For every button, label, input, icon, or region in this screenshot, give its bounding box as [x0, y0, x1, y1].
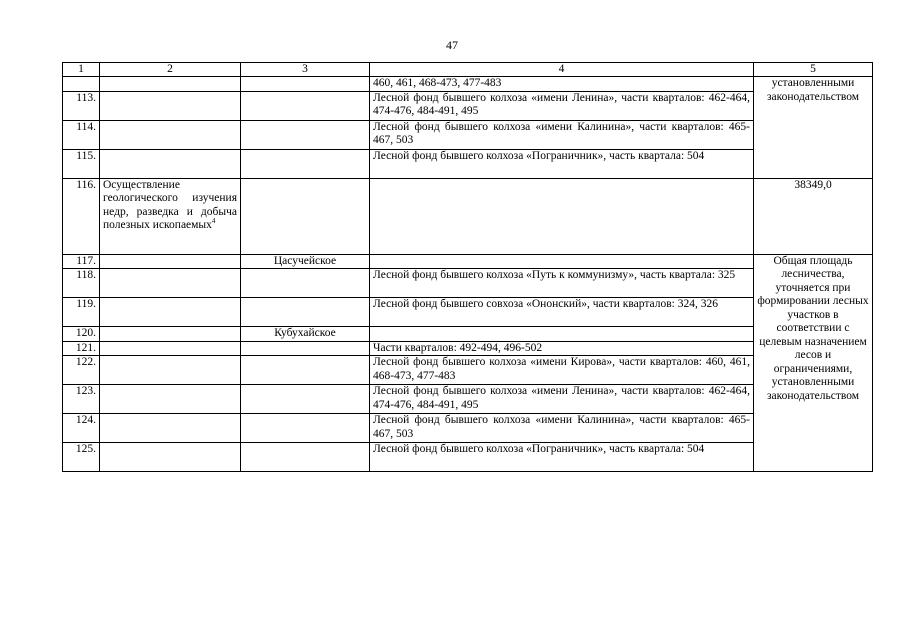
locality-cell — [241, 120, 370, 149]
locality-cell — [241, 149, 370, 178]
row-number: 118. — [63, 269, 100, 298]
quarters-cell: Лесной фонд бывшего колхоза «имени Калинина», части кварталов: 465-467, 503 — [370, 414, 754, 443]
purpose-cell — [100, 120, 241, 149]
quarters-cell: Лесной фонд бывшего колхоза «имени Ленина», части кварталов: 462-464, 474-476, 484-491, 495 — [370, 385, 754, 414]
table-row — [63, 443, 873, 472]
purpose-cell — [100, 443, 241, 472]
purpose-cell — [100, 149, 241, 178]
table-row — [63, 77, 873, 92]
purpose-text: Осуществление геологического изучения недр, разведка и добыча полезных ископаемых — [103, 178, 237, 231]
row-number: 123. — [63, 385, 100, 414]
purpose-cell — [100, 298, 241, 327]
purpose-cell — [100, 77, 241, 92]
header-cell-5: 5 — [754, 63, 873, 77]
note-cell-bottom: Общая площадь лесничества, уточняется при формировании лесных участков в соответствии с целевым назначением лесов и ограничениями, установленными законодательством — [754, 254, 873, 472]
locality-cell: Кубухайское — [241, 327, 370, 342]
purpose-cell — [100, 269, 241, 298]
table-row — [63, 91, 873, 120]
quarters-cell — [370, 254, 754, 269]
row-number: 125. — [63, 443, 100, 472]
row-number: 120. — [63, 327, 100, 342]
locality-cell — [241, 341, 370, 356]
area-cell: 38349,0 — [754, 178, 873, 254]
row-number: 121. — [63, 341, 100, 356]
locality-cell — [241, 269, 370, 298]
row-number: 114. — [63, 120, 100, 149]
table-row — [63, 341, 873, 356]
table-row — [63, 120, 873, 149]
header-cell-1: 1 — [63, 63, 100, 77]
row-number: 113. — [63, 91, 100, 120]
purpose-cell — [100, 414, 241, 443]
purpose-cell — [100, 341, 241, 356]
header-cell-3: 3 — [241, 63, 370, 77]
table-row — [63, 385, 873, 414]
quarters-cell: Лесной фонд бывшего колхоза «Пограничник», часть квартала: 504 — [370, 443, 754, 472]
purpose-cell — [100, 91, 241, 120]
quarters-cell: 460, 461, 468-473, 477-483 — [370, 77, 754, 92]
row-number — [63, 77, 100, 92]
quarters-cell: Лесной фонд бывшего колхоза «Пограничник», часть квартала: 504 — [370, 149, 754, 178]
quarters-cell: Лесной фонд бывшего колхоза «имени Кирова», части кварталов: 460, 461, 468-473, 477-483 — [370, 356, 754, 385]
table-row — [63, 327, 873, 342]
locality-cell: Цасучейское — [241, 254, 370, 269]
page-number: 47 — [446, 38, 458, 52]
locality-cell — [241, 298, 370, 327]
locality-cell — [241, 178, 370, 254]
table-row — [63, 414, 873, 443]
quarters-cell: Лесной фонд бывшего совхоза «Ононский», части кварталов: 324, 326 — [370, 298, 754, 327]
table-row — [63, 356, 873, 385]
locality-cell — [241, 414, 370, 443]
table-row — [63, 149, 873, 178]
locality-cell — [241, 443, 370, 472]
table-header-row — [63, 63, 873, 77]
purpose-cell — [100, 254, 241, 269]
header-cell-2: 2 — [100, 63, 241, 77]
footnote-marker: 4 — [211, 217, 216, 226]
row-number: 122. — [63, 356, 100, 385]
note-cell-top: установленными законодательством — [754, 77, 873, 179]
locality-cell — [241, 77, 370, 92]
row-number: 124. — [63, 414, 100, 443]
row-number: 117. — [63, 254, 100, 269]
table-row — [63, 269, 873, 298]
table-row — [63, 298, 873, 327]
row-number: 116. — [63, 178, 100, 254]
table-row — [63, 254, 873, 269]
locality-cell — [241, 356, 370, 385]
quarters-cell: Лесной фонд бывшего колхоза «имени Ленина», части кварталов: 462-464, 474-476, 484-491, 495 — [370, 91, 754, 120]
purpose-cell — [100, 385, 241, 414]
purpose-cell — [100, 356, 241, 385]
purpose-cell — [100, 178, 241, 254]
quarters-cell — [370, 178, 754, 254]
quarters-cell — [370, 327, 754, 342]
quarters-cell: Лесной фонд бывшего колхоза «Путь к коммунизму», часть квартала: 325 — [370, 269, 754, 298]
header-cell-4: 4 — [370, 63, 754, 77]
locality-cell — [241, 91, 370, 120]
table-row — [63, 178, 873, 254]
forest-plots-table — [62, 62, 873, 472]
row-number: 119. — [63, 298, 100, 327]
row-number: 115. — [63, 149, 100, 178]
locality-cell — [241, 385, 370, 414]
purpose-cell — [100, 327, 241, 342]
quarters-cell: Части кварталов: 492-494, 496-502 — [370, 341, 754, 356]
quarters-cell: Лесной фонд бывшего колхоза «имени Калинина», части кварталов: 465-467, 503 — [370, 120, 754, 149]
